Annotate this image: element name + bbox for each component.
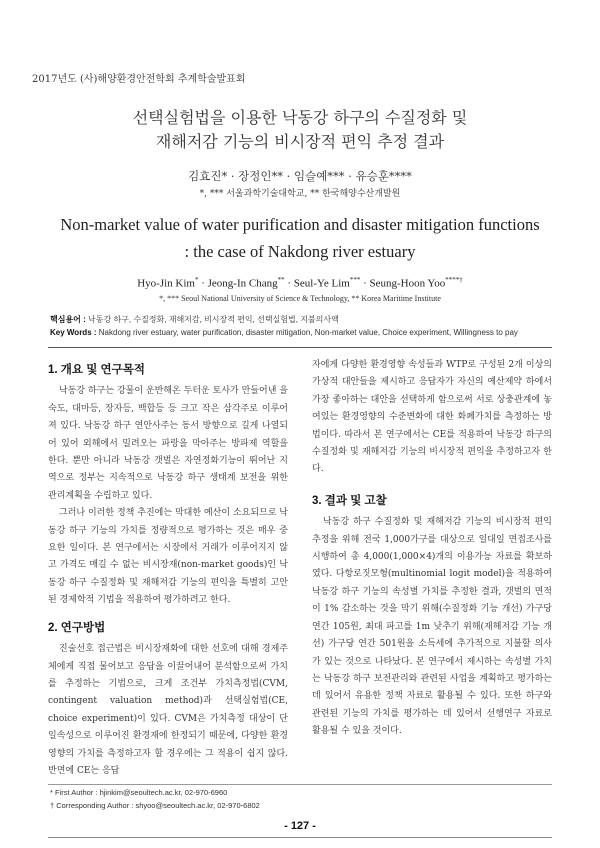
corresponding-author-footnote: † Corresponding Author : shyoo@seoultech.ac.kr, 02-970-6802 [50, 801, 260, 810]
english-title-line1: Non-market value of water purification and disaster mitigation functions [60, 215, 540, 234]
author-separator: · [284, 277, 294, 290]
page-bottom-rule [48, 837, 552, 838]
keywords-divider [48, 347, 552, 348]
section-1-paragraph-2: 그러나 이러한 정책 추진에는 막대한 예산이 소요되므로 낙동강 하구 기능의 가치를 정량적으로 평가하는 것은 매우 중요한 일이다. 본 연구에서는 시장에서 거래가 이루어지지 않고 가격도 매길 수 없는 비시장재(non-market goods)인 낙동강 하구 수질정화 및 재해저감 기능의 편익을 특별히 고안된 경제학적 기법을 적용하여 평가하려고 한다. [48, 508, 288, 606]
author-mark: *** [349, 276, 361, 284]
english-keywords-text: Nakdong river estuary, water purification, disaster mitigation, Non-market value, Choice experiment, Willingness to pay [98, 328, 518, 337]
author-name: Seul-Ye Lim [293, 277, 350, 290]
author-separator: · [360, 277, 370, 290]
english-authors [0, 276, 600, 290]
korean-authors: 김효진* · 장정인** · 임슬예*** · 유승훈**** [188, 169, 412, 183]
author-separator: · [198, 277, 208, 290]
footnote-divider [48, 784, 552, 785]
korean-title-line2: 재해저감 기능의 비시장적 편익 추정 결과 [155, 132, 445, 151]
author-name: Seung-Hoon Yoo [369, 277, 446, 290]
korean-keywords-text: 낙동강 하구, 수질정화, 재해저감, 비시장적 편익, 선택실험법, 지불의사액 [88, 315, 339, 324]
page-number: - 127 - [284, 820, 316, 832]
right-column [312, 357, 552, 741]
left-column [48, 362, 288, 780]
author-mark: ** [277, 276, 285, 284]
author-name: Hyo-Jin Kim [137, 277, 195, 290]
section-3-paragraph-1: 낙동강 하구 수질정화 및 재해저감 기능의 비시장적 편익 추정을 위해 전국 1,000가구를 대상으로 일대일 면접조사를 시행하여 총 4,000(1,000×4)개의 이용가능 자료를 확보하였다. 다항로짓모형(multinomial logit model)을 적용하여 낙동강 하구 기능의 속성별 가치를 추정한 결과, 갯벌의 면적이 1% 감소하는 것을 막기 위해(수질정화 기능 개선) 가구당 연간 105원, 최대 파고를 1m 낮추기 위해(재해저감 기능 개선) 가구당 연간 501원을 소득세에 추가적으로 지불할 의사가 있는 것으로 나타났다. 본 연구에서 제시하는 속성별 가치는 낙동강 하구 보전관리와 관련된 사업을 계획하고 평가하는 데 있어서 유용한 정책 자료로 활용될 수 있다. 또한 하구와 관련된 기능의 가치를 평가하는 데 있어서 선행연구 자료로 활용될 수 있을 것이다. [312, 517, 552, 737]
korean-keywords [50, 314, 339, 325]
section-3-title: 3. 결과 및 고찰 [312, 494, 387, 507]
korean-keywords-label: 핵심용어 : [50, 315, 86, 324]
english-keywords [50, 328, 518, 337]
author-mark: ****† [445, 276, 463, 284]
english-keywords-label: Key Words : [50, 328, 97, 337]
korean-affiliation: *, *** 서울과학기술대학교, ** 한국해양수산개발원 [199, 189, 401, 199]
korean-title-line1: 선택실험법을 이용한 낙동강 하구의 수질정화 및 [132, 108, 468, 127]
author-mark: * [194, 276, 199, 284]
section-2-paragraph-1: 진술선호 접근법은 비시장재화에 대한 선호에 대해 경제주체에게 직접 물어보고 응답을 이끌어내어 분석함으로써 가치를 추정하는 기법으로, 크게 조건부 가치측정법(CVM, contingent valuation method)과 선택실험법(CE, choice experiment)이 있다. CVM은 가치측정 대상이 단일속성으로 이루어진 환경재에 한정되기 때문에, 다양한 환경영향의 가치를 측정하고자 할 경우에는 그 적용이 쉽지 않다. 반면에 CE는 응답 [48, 644, 288, 776]
english-title-line2: : the case of Nakdong river estuary [184, 242, 416, 261]
section-1-title: 1. 개요 및 연구목적 [48, 364, 145, 376]
english-affiliation: *, *** Seoul National University of Science & Technology, ** Korea Maritime Institute [159, 294, 441, 303]
section-1-paragraph-1: 낙동강 하구는 강물이 운반해온 두터운 토사가 만들어낸 을숙도, 대마등, 장자등, 백합등 등 크고 작은 삼각주로 이루어져 있다. 낙동강 하구 연안사주는 동서 방향으로 길게 나열되어 있어 외해에서 밀려오는 파랑을 막아주는 방파제 역할을 한다. 뿐만 아니라 낙동강 갯벌은 자연정화기능이 뛰어난 지역으로 정부는 지속적으로 낙동강 하구 생태계 보전을 위한 관리계획을 수립하고 있다. [48, 386, 288, 501]
section-2-title: 2. 연구방법 [48, 621, 106, 634]
author-name: Jeong-In Chang [207, 277, 278, 290]
first-author-footnote: * First Author : hjinkim@seoultech.ac.kr, 02-970-6960 [50, 788, 228, 797]
right-paragraph-continuation: 자에게 다양한 환경영향 속성들과 WTP로 구성된 2개 이상의 가상적 대안들을 제시하고 응답자가 자신의 예산제약 하에서 가장 좋아하는 대안을 선택하게 함으로써 서로 상충관계에 놓여있는 환경영향의 수준변화에 대한 화폐가치를 측정하는 방법이다. 따라서 본 연구에서는 CE를 적용하여 낙동강 하구의 수질정화 및 재해저감 기능의 비시장적 편익을 추정하고자 한다. [312, 360, 552, 475]
conference-header: 2017년도 (사)해양환경안전학회 추계학술발표회 [32, 74, 246, 85]
